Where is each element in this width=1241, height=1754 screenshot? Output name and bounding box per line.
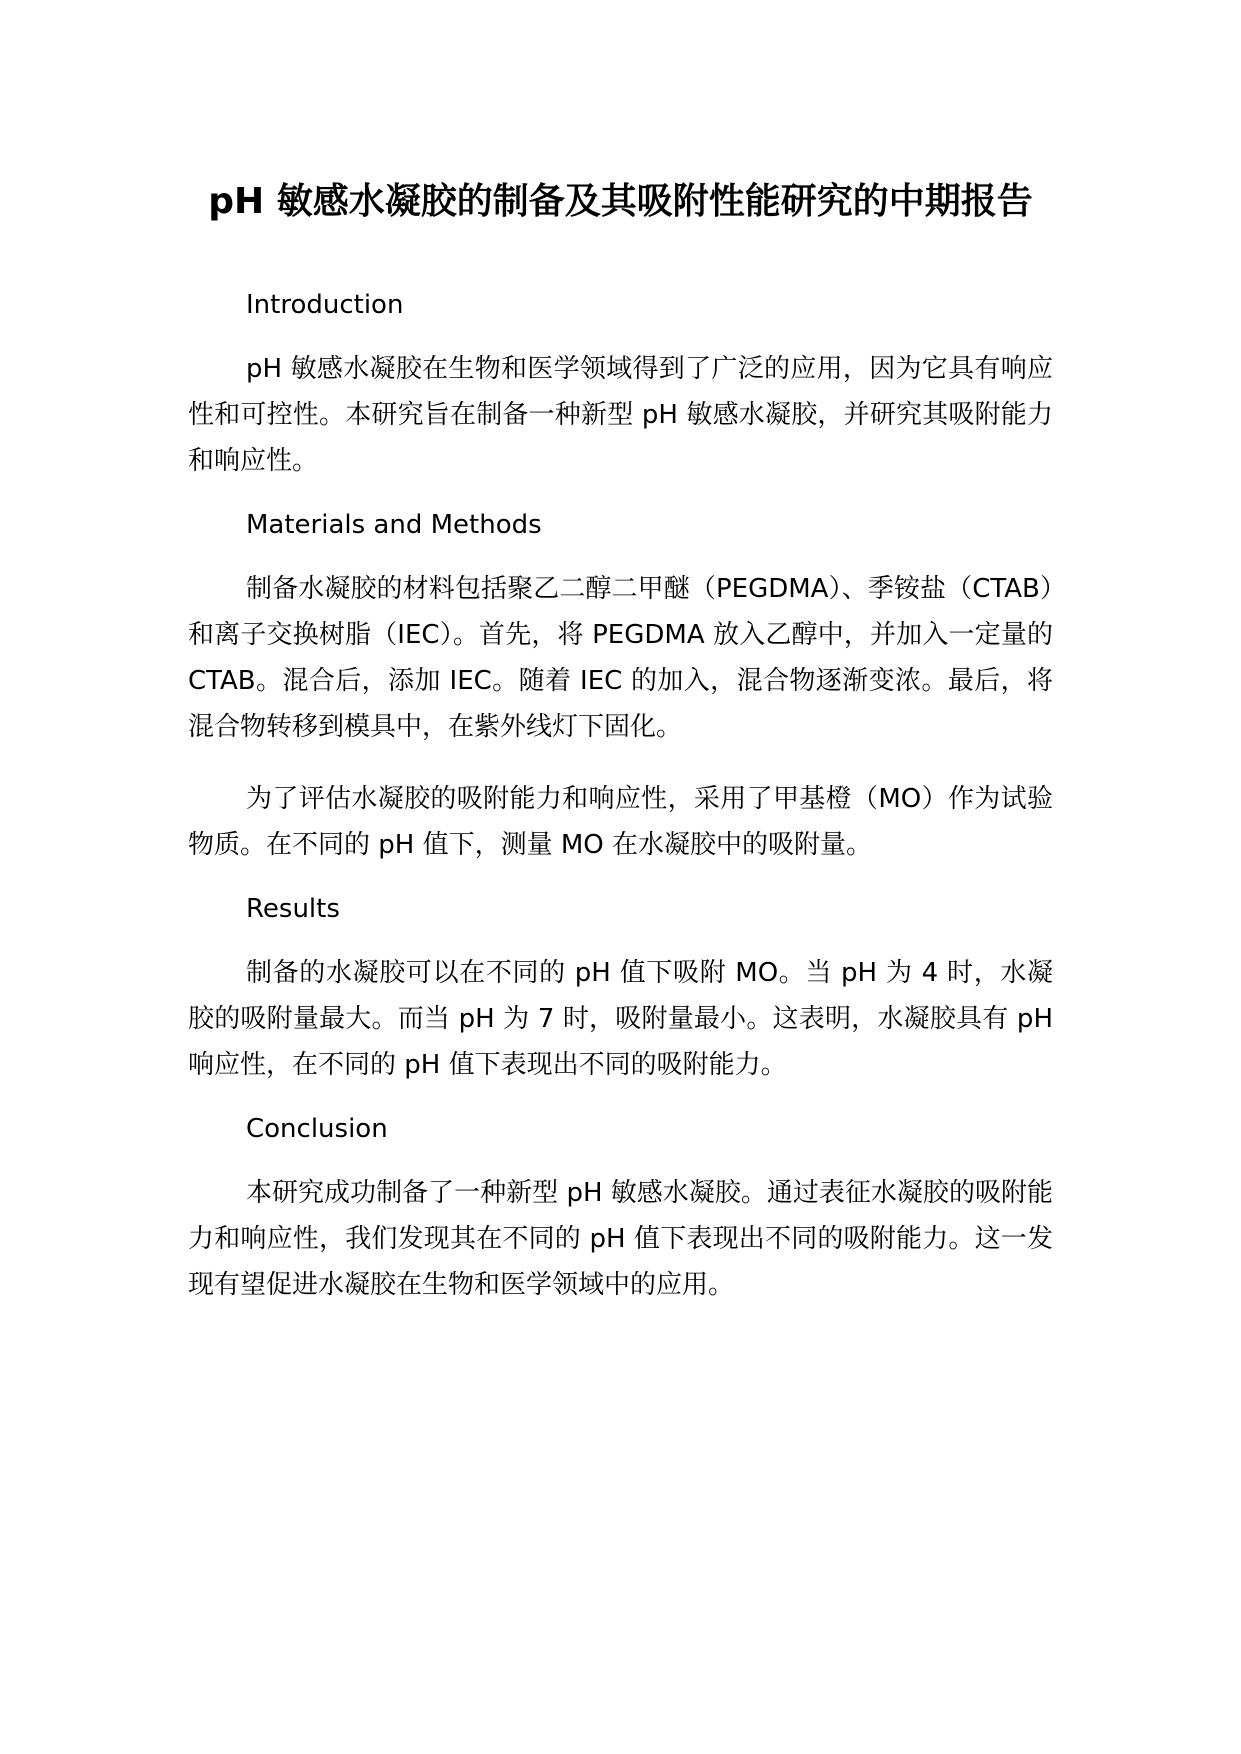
- document-title: pH 敏感水凝胶的制备及其吸附性能研究的中期报告: [208, 181, 1033, 222]
- conclusion-paragraph: 本研究成功制备了一种新型 pH 敏感水凝胶。通过表征水凝胶的吸附能力和响应性，我们发现其在不同的 pH 值下表现出不同的吸附能力。这一发现有望促进水凝胶在生物和医学领域中的应用。: [188, 1178, 1053, 1300]
- results-paragraph: 制备的水凝胶可以在不同的 pH 值下吸附 MO。当 pH 为 4 时，水凝胶的吸附量最大。而当 pH 为 7 时，吸附量最小。这表明，水凝胶具有 pH 响应性，在不同的 pH 值下表现出不同的吸附能力。: [188, 958, 1053, 1080]
- materials-methods-paragraph-1: 制备水凝胶的材料包括聚乙二醇二甲醚（PEGDMA）、季铵盐（CTAB）和离子交换树脂（IEC）。首先，将 PEGDMA 放入乙醇中，并加入一定量的 CTAB。混合后，添加 IEC。随着 IEC 的加入，混合物逐渐变浓。最后，将混合物转移到模具中，在紫外线灯下固化。: [188, 574, 1053, 742]
- section-heading-materials-methods: Materials and Methods: [246, 510, 542, 540]
- section-heading-conclusion: Conclusion: [246, 1114, 388, 1144]
- document-body: [188, 282, 1053, 1326]
- materials-methods-paragraph-2: 为了评估水凝胶的吸附能力和响应性，采用了甲基橙（MO）作为试验物质。在不同的 pH 值下，测量 MO 在水凝胶中的吸附量。: [188, 784, 1053, 860]
- section-heading-results: Results: [246, 894, 340, 924]
- section-heading-introduction: Introduction: [246, 290, 404, 320]
- introduction-paragraph: pH 敏感水凝胶在生物和医学领域得到了广泛的应用，因为它具有响应性和可控性。本研究旨在制备一种新型 pH 敏感水凝胶，并研究其吸附能力和响应性。: [188, 354, 1053, 476]
